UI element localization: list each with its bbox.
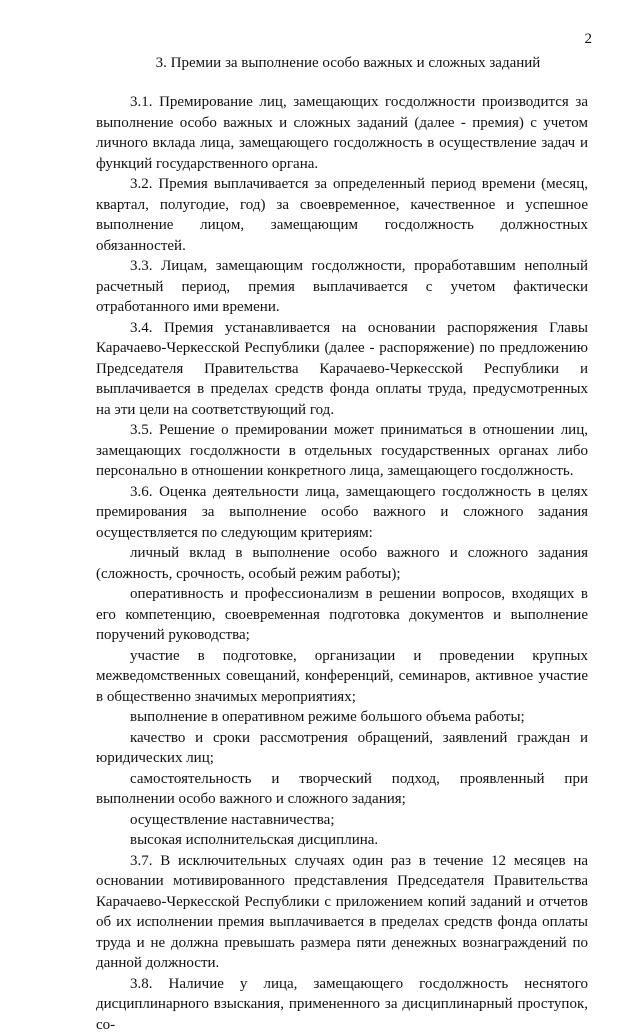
paragraph-3-1: 3.1. Премирование лиц, замещающих госдолжности производится за выполнение особо важных и сложных заданий (далее - премия) с учетом личного вклада лица, замещающего госдолжность в осуществление задач и функций государственного органа. <box>96 92 588 174</box>
criterion-item: качество и сроки рассмотрения обращений, заявлений граждан и юридических лиц; <box>96 728 588 769</box>
paragraph-3-8: 3.8. Наличие у лица, замещающего госдолжность неснятого дисциплинарного взыскания, примененного за дисциплинарный проступок, со- <box>96 974 588 1035</box>
paragraph-3-6: 3.6. Оценка деятельности лица, замещающего госдолжность в целях премирования за выполнение особо важного и сложного задания осуществляется по следующим критериям: <box>96 482 588 544</box>
page-number: 2 <box>585 30 593 48</box>
paragraph-3-5: 3.5. Решение о премировании может приниматься в отношении лиц, замещающих госдолжности в отдельных государственных органах либо персонально в отношении конкретного лица, замещающего госдолжность. <box>96 420 588 482</box>
paragraph-3-2: 3.2. Премия выплачивается за определенный период времени (месяц, квартал, полугодие, год) за своевременное, качественное и успешное выполнение лицом, замещающим госдолжность должностных обязанностей. <box>96 174 588 256</box>
criterion-item: осуществление наставничества; <box>96 810 588 831</box>
document-body <box>96 92 588 1035</box>
criterion-item: самостоятельность и творческий подход, проявленный при выполнении особо важного и сложного задания; <box>96 769 588 810</box>
criterion-item: оперативность и профессионализм в решении вопросов, входящих в его компетенцию, своевременная подготовка документов и выполнение поручений руководства; <box>96 584 588 646</box>
paragraph-3-4: 3.4. Премия устанавливается на основании распоряжения Главы Карачаево-Черкесской Республики (далее - распоряжение) по предложению Председателя Правительства Карачаево-Черкесской Республики и выплачивается в пределах средств фонда оплаты труда, предусмотренных на эти цели на соответствующий год. <box>96 318 588 421</box>
section-title: 3. Премии за выполнение особо важных и сложных заданий <box>96 54 600 72</box>
paragraph-3-3: 3.3. Лицам, замещающим госдолжности, проработавшим неполный расчетный период, премия выплачивается с учетом фактически отработанного ими времени. <box>96 256 588 318</box>
criterion-item: высокая исполнительская дисциплина. <box>96 830 588 851</box>
criterion-item: личный вклад в выполнение особо важного и сложного задания (сложность, срочность, особый режим работы); <box>96 543 588 584</box>
criterion-item: участие в подготовке, организации и проведении крупных межведомственных совещаний, конференций, семинаров, активное участие в общественно значимых мероприятиях; <box>96 646 588 708</box>
paragraph-3-7: 3.7. В исключительных случаях один раз в течение 12 месяцев на основании мотивированного представления Председателя Правительства Карачаево-Черкесской Республики с приложением копий заданий и отчетов об их исполнении премия выплачивается в пределах средств фонда оплаты труда и не должна превышать размера пяти денежных вознаграждений по данной должности. <box>96 851 588 974</box>
criterion-item: выполнение в оперативном режиме большого объема работы; <box>96 707 588 728</box>
